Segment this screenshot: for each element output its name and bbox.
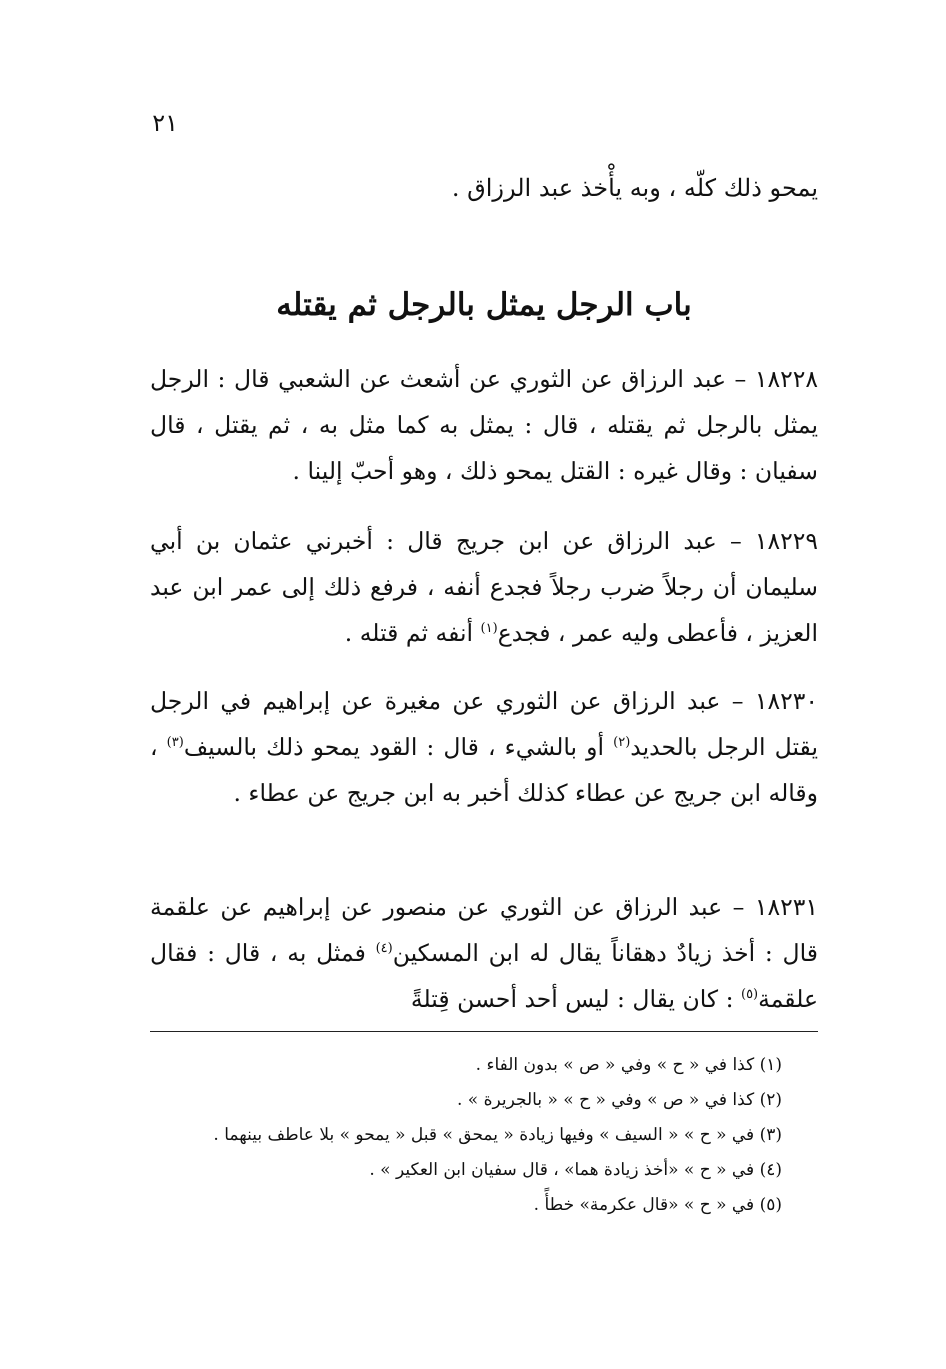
footnotes	[142, 1048, 782, 1223]
entry-18230	[150, 678, 818, 816]
entry-number: ١٨٢٢٩	[754, 527, 818, 555]
entry-18229	[150, 518, 818, 656]
footnote-ref: (٤)	[375, 941, 393, 957]
entry-text: : كان يقال : ليس أحد أحسن قِتلةً	[410, 985, 741, 1013]
footnote-5: (٥) في « ح » «قال عكرمة» خطأً .	[533, 1195, 782, 1215]
footnote-ref: (٢)	[613, 735, 631, 751]
entry-number: ١٨٢٢٨	[754, 365, 818, 393]
footnote-2: (٢) كذا في « ص » وفي « ح » « بالجريرة » .	[456, 1090, 782, 1110]
footnote-1: (١) كذا في « ح » وفي « ص » بدون الفاء .	[475, 1055, 782, 1075]
entry-number: ١٨٢٣١	[754, 893, 818, 921]
footnote-3: (٣) في « ح » « السيف » وفيها زيادة « يمحق » قبل « يمحو » بلا عاطف بينهما .	[213, 1125, 782, 1145]
entry-text: – عبد الرزاق عن الثوري عن منصور عن إبراهيم عن علقمة قال : أخذ زيادٌ دهقاناً يقال له ابن المسكين	[150, 893, 819, 967]
continuation-paragraph: يمحو ذلك كلّه ، وبه يأْخذ عبد الرزاق .	[451, 174, 818, 202]
entry-text: ، وقاله ابن جريج عن عطاء كذلك أخبر به ابن جريج عن عطاء .	[150, 733, 818, 807]
entry-18231	[150, 884, 818, 1022]
entry-number: ١٨٢٣٠	[754, 687, 818, 715]
page-number: ٢١	[152, 109, 178, 137]
entry-text: – عبد الرزاق عن الثوري عن أشعث عن الشعبي قال : الرجل يمثل بالرجل ثم يقتله ، قال : يمثل به كما مثل به ، ثم يقتل ، قال سفيان : وقال غيره : القتل يمحو ذلك ، وهو أحبّ إلينا .	[150, 365, 818, 485]
entry-text: – عبد الرزاق عن ابن جريج قال : أخبرني عثمان بن أبي سليمان أن رجلاً ضرب رجلاً فجدع أنفه ، فرفع ذلك إلى عمر ابن عبد العزيز ، فأعطى وليه عمر ، فجدع	[150, 527, 818, 647]
entry-text: – عبد الرزاق عن الثوري عن مغيرة عن إبراهيم في الرجل يقتل الرجل بالحديد	[150, 687, 818, 761]
document-page	[150, 0, 818, 1369]
chapter-title: باب الرجل يمثل بالرجل ثم يقتله	[276, 287, 692, 323]
entry-18228	[150, 356, 818, 494]
footnote-divider	[150, 1031, 818, 1032]
entry-text: فمثل به ، قال : فقال علقمة	[150, 939, 818, 1013]
footnote-ref: (١)	[480, 621, 498, 637]
footnote-4: (٤) في « ح » «أخذ زيادة هما» ، قال سفيان ابن العكير » .	[369, 1160, 782, 1180]
footnote-ref: (٣)	[166, 735, 184, 751]
entry-text: أنفه ثم قتله .	[344, 619, 481, 647]
footnote-ref: (٥)	[740, 987, 759, 1003]
entry-text: أو بالشيء ، قال : القود يمحو ذلك بالسيف	[183, 733, 614, 761]
